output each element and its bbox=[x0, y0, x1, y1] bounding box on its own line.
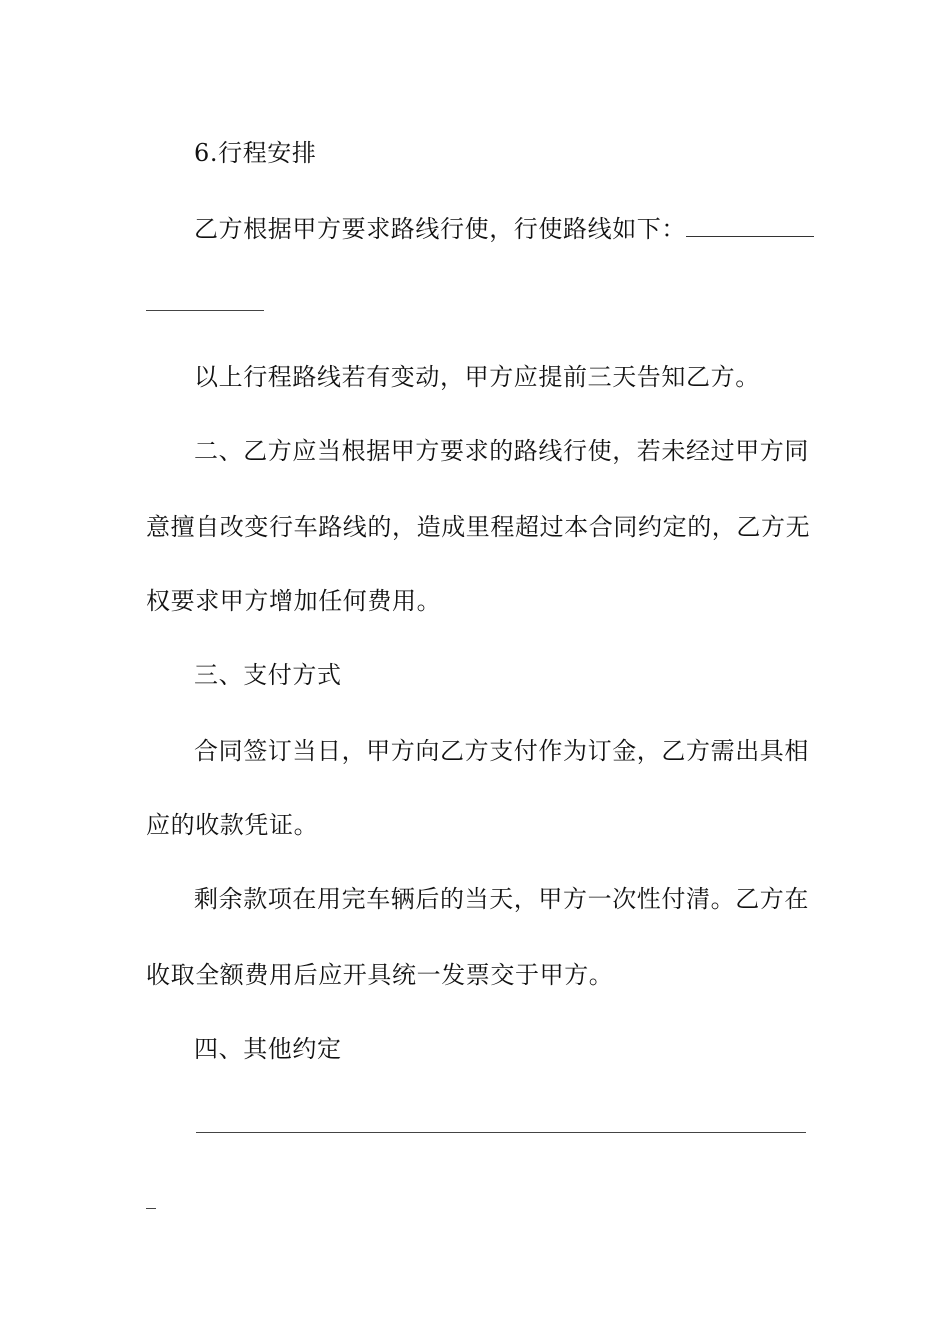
other-terms-blank-line[interactable] bbox=[196, 1132, 806, 1133]
paragraph-route-change bbox=[194, 362, 806, 392]
paragraph-balance bbox=[194, 884, 809, 914]
text-line: 6.行程安排 bbox=[194, 139, 317, 167]
text-line: 收取全额费用后应开具统一发票交于甲方。 bbox=[146, 961, 614, 989]
text-line: 二、乙方应当根据甲方要求的路线行使，若未经过甲方同 bbox=[194, 437, 809, 465]
text-line: 意擅自改变行车路线的，造成里程超过本合同约定的，乙方无 bbox=[146, 513, 811, 541]
paragraph-clause-two-cont bbox=[146, 512, 811, 542]
text-line: 权要求甲方增加任何费用。 bbox=[146, 587, 442, 615]
section-heading-itinerary bbox=[194, 138, 806, 168]
route-blank-continuation[interactable] bbox=[146, 310, 264, 311]
section-heading-other bbox=[194, 1034, 806, 1064]
paragraph-route bbox=[194, 214, 806, 244]
section-heading-payment bbox=[194, 660, 806, 690]
route-blank-line[interactable] bbox=[686, 236, 814, 237]
text-line: 应的收款凭证。 bbox=[146, 811, 319, 839]
paragraph-clause-two-end bbox=[146, 586, 806, 616]
paragraph-deposit-cont bbox=[146, 810, 806, 840]
text-line: 合同签订当日，甲方向乙方支付作为订金，乙方需出具相 bbox=[194, 737, 809, 765]
paragraph-clause-two bbox=[194, 436, 809, 466]
text-line: 以上行程路线若有变动，甲方应提前三天告知乙方。 bbox=[194, 363, 760, 391]
text-line: 乙方根据甲方要求路线行使，行使路线如下： bbox=[194, 215, 686, 243]
paragraph-deposit bbox=[194, 736, 809, 766]
text-line: 三、支付方式 bbox=[194, 661, 342, 689]
paragraph-balance-cont bbox=[146, 960, 806, 990]
text-line: 剩余款项在用完车辆后的当天，甲方一次性付清。乙方在 bbox=[194, 885, 809, 913]
text-line: 四、其他约定 bbox=[194, 1035, 342, 1063]
other-terms-blank-continuation[interactable] bbox=[146, 1208, 156, 1209]
